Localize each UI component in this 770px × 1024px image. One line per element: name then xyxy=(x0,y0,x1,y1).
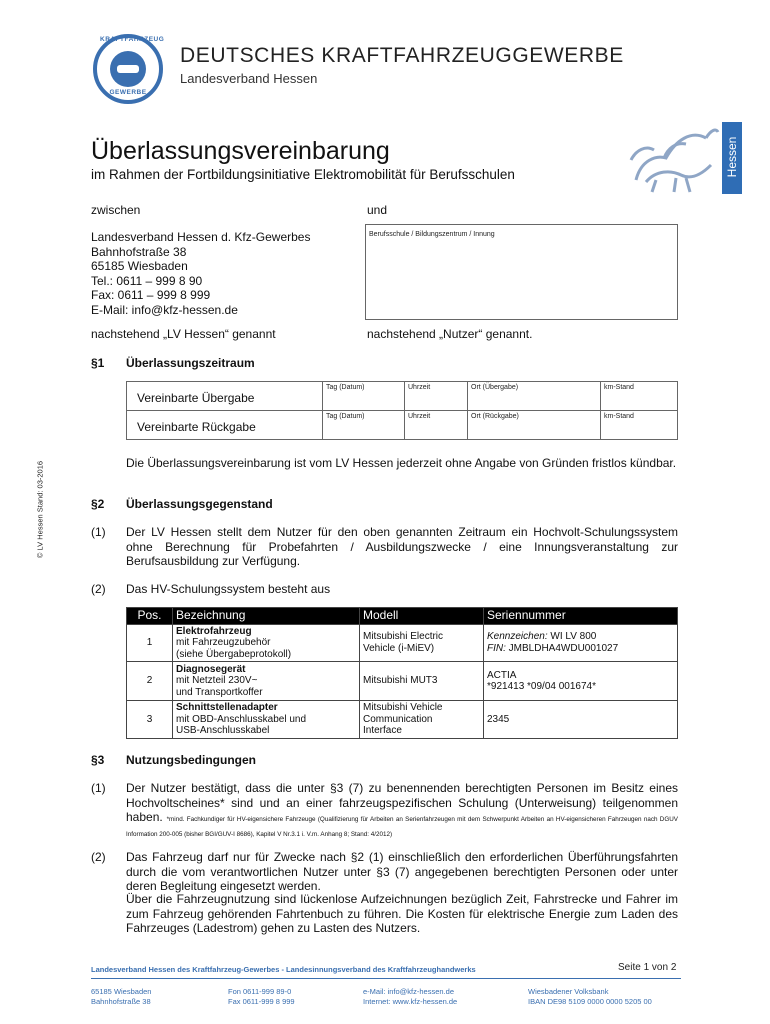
item-desc: mit Fahrzeugzubehör xyxy=(176,637,271,648)
section-2-title: Überlassungsgegenstand xyxy=(126,497,273,511)
footer-line: 65185 Wiesbaden xyxy=(91,987,152,996)
item-model-cell xyxy=(360,701,484,739)
hessen-lion-icon xyxy=(616,120,720,196)
return-place-field[interactable]: Ort (Rückgabe) xyxy=(468,411,601,440)
handover-time-field[interactable]: Uhrzeit xyxy=(405,382,468,411)
termination-note: Die Überlassungsvereinbarung ist vom LV Hessen jederzeit ohne Angabe von Gründen fristlos kündbar. xyxy=(126,456,677,470)
serial-value: JMBLDHA4WDU001027 xyxy=(505,642,619,654)
footer-col-bank xyxy=(528,987,652,1007)
address-line: Fax: 0611 – 999 8 999 xyxy=(91,288,211,302)
footer-org-line: Landesverband Hessen des Kraftfahrzeug-Gewerbes - Landesinnungsverband des Kraftfahrzeughandwerks xyxy=(91,965,476,974)
footer-line: e-Mail: info@kfz-hessen.de xyxy=(363,987,454,996)
item-name-cell xyxy=(173,662,360,701)
footer-line: Bahnhofstraße 38 xyxy=(91,997,151,1006)
item-serial-cell xyxy=(484,662,678,701)
serial-value: 2345 xyxy=(484,701,678,739)
section-3-number: §3 xyxy=(91,753,105,767)
col-serial: Seriennummer xyxy=(484,608,678,625)
address-line: E-Mail: info@kfz-hessen.de xyxy=(91,302,238,317)
address-line: Landesverband Hessen d. Kfz-Gewerbes xyxy=(91,230,311,244)
user-school-label: Berufsschule / Bildungszentrum / Innung xyxy=(369,231,495,238)
revision-stamp: © LV Hessen Stand: 03-2016 xyxy=(35,460,45,559)
paragraph-number: (2) xyxy=(91,850,106,864)
footer-line: Internet: www.kfz-hessen.de xyxy=(363,997,458,1006)
parties-left-heading: zwischen xyxy=(91,203,141,217)
document-title: Überlassungsvereinbarung xyxy=(91,137,390,165)
paragraph-number: (2) xyxy=(91,582,106,596)
user-school-field[interactable] xyxy=(365,224,678,320)
org-subname: Landesverband Hessen xyxy=(180,71,318,86)
paragraph-number: (1) xyxy=(91,781,106,795)
serial-value: WI LV 800 xyxy=(547,631,597,643)
lv-named-as: nachstehend „LV Hessen“ genannt xyxy=(91,327,276,341)
footer-line: Wiesbadener Volksbank xyxy=(528,987,609,996)
serial-value: ACTIA xyxy=(487,669,517,681)
user-named-as: nachstehend „Nutzer“ genannt. xyxy=(367,327,533,341)
section-1-number: §1 xyxy=(91,356,105,370)
logo-text-bottom: GEWERBE xyxy=(109,89,147,96)
item-model-cell xyxy=(360,624,484,662)
handover-label: Vereinbarte Übergabe xyxy=(127,382,323,411)
table-row xyxy=(127,662,678,701)
equipment-table xyxy=(126,607,678,739)
item-model: Communication xyxy=(363,713,433,725)
item-serial-cell xyxy=(484,624,678,662)
item-model: Mitsubishi Vehicle xyxy=(363,702,443,714)
org-name: DEUTSCHES KRAFTFAHRZEUGGEWERBE xyxy=(180,44,624,67)
hessen-label: Hessen xyxy=(725,136,739,178)
footer-line: Fax 0611-999 8 999 xyxy=(228,997,295,1006)
item-desc: mit Netzteil 230V~ xyxy=(176,675,258,687)
paragraph-text: Der Nutzer bestätigt, dass die unter §3 (7) zu benennenden berechtigten Personen im Besitz eines Hochvoltscheines* sind und an einer fahrzeugspezifischen Schulung (Unterweisung) teilgenommen haben. xyxy=(126,781,678,824)
item-name: Elektrofahrzeug xyxy=(176,625,252,637)
item-model: Mitsubishi MUT3 xyxy=(360,662,484,701)
item-name-cell xyxy=(173,701,360,739)
section-3-title: Nutzungsbedingungen xyxy=(126,753,256,767)
return-date-field[interactable]: Tag (Datum) xyxy=(323,411,405,440)
equipment-table-header xyxy=(127,608,678,625)
section-3-paragraph-1 xyxy=(126,781,678,839)
document-subtitle: im Rahmen der Fortbildungsinitiative Elektromobilität für Berufsschulen xyxy=(91,167,515,182)
footer-col-phone xyxy=(228,987,295,1007)
section-2-paragraph-2: Das HV-Schulungssystem besteht aus xyxy=(126,582,331,596)
item-desc: und Transportkoffer xyxy=(176,686,263,698)
return-row xyxy=(127,411,678,440)
footnote-text: *mind. Fachkundiger für HV-eigensichere Fahrzeuge (Qualifizierung für Arbeiten an Serienfahrzeugen mit dem Schwerpunkt Arbeiten an HV-eigensicheren Fahrzeugen nach DGUV Information 200-005 (bisher BGI/GUV-I 8686), Kapitel V Nr.3.1 i. V.m. Anhang 8; Stand: 4/2012) xyxy=(126,816,678,838)
return-label: Vereinbarte Rückgabe xyxy=(127,411,323,440)
item-model: Interface xyxy=(363,725,402,737)
col-name: Bezeichnung xyxy=(173,608,360,625)
handover-date-field[interactable]: Tag (Datum) xyxy=(323,382,405,411)
return-time-field[interactable]: Uhrzeit xyxy=(405,411,468,440)
section-2-number: §2 xyxy=(91,497,105,511)
item-pos: 3 xyxy=(127,701,173,739)
item-desc: (siehe Übergabeprotokoll) xyxy=(176,648,292,660)
item-model: Vehicle (i-MiEV) xyxy=(363,642,435,654)
item-name: Schnittstellenadapter xyxy=(176,702,278,714)
section-3-paragraph-2b: Über die Fahrzeugnutzung sind lückenlose Aufzeichnungen bezüglich Zeit, Fahrstrecke und Fahrer im zum Fahrzeug gehörenden Fahrtenbuch zu führen. Die Kosten für elektrische Energie zum Laden des Fahrzeuges (Ladestrom) gehen zu Lasten des Nutzers. xyxy=(126,892,678,935)
paragraph-number: (1) xyxy=(91,525,106,539)
footer-divider xyxy=(91,978,681,979)
col-model: Modell xyxy=(360,608,484,625)
section-2-paragraph-1: Der LV Hessen stellt dem Nutzer für den oben genannten Zeitraum ein Hochvolt-Schulungssystem ohne Berechnung für Probefahrten / Ausbildungszwecke / eine Innungsveranstaltung zur Berufsausbildung zur Verfügung. xyxy=(126,525,678,568)
car-icon xyxy=(117,65,139,73)
parties-right-heading: und xyxy=(367,203,388,217)
footer-line: IBAN DE98 5109 0000 0000 5205 00 xyxy=(528,997,652,1006)
item-pos: 1 xyxy=(127,624,173,662)
serial-value: *921413 *09/04 001674* xyxy=(487,681,596,692)
table-row xyxy=(127,701,678,739)
footer-col-web xyxy=(363,987,457,1007)
hessen-label-bar xyxy=(722,122,742,194)
footer-line: Fon 0611-999 89-0 xyxy=(228,987,292,996)
association-logo xyxy=(93,34,163,104)
handover-place-field[interactable]: Ort (Übergabe) xyxy=(468,382,601,411)
item-model: Mitsubishi Electric xyxy=(363,631,444,643)
item-desc: USB-Anschlusskabel xyxy=(176,725,270,737)
item-pos: 2 xyxy=(127,662,173,701)
page-number: Seite 1 von 2 xyxy=(618,962,677,973)
handover-km-field[interactable]: km-Stand xyxy=(601,382,678,411)
address-line: Tel.: 0611 – 999 8 90 xyxy=(91,273,203,288)
return-km-field[interactable]: km-Stand xyxy=(601,411,678,440)
handover-row xyxy=(127,382,678,411)
item-name-cell xyxy=(173,624,360,662)
lv-address xyxy=(91,230,310,317)
footer-col-address xyxy=(91,987,151,1007)
section-1-title: Überlassungszeitraum xyxy=(126,356,255,370)
handover-table xyxy=(126,381,678,440)
serial-label: Kennzeichen: xyxy=(487,631,548,643)
item-desc: mit OBD-Anschlusskabel und xyxy=(176,713,307,725)
address-line: 65185 Wiesbaden xyxy=(91,259,188,273)
serial-label: FIN: xyxy=(487,642,506,654)
address-line: Bahnhofstraße 38 xyxy=(91,244,187,259)
logo-text-top: KRAFTFAHRZEUG xyxy=(100,36,165,43)
section-3-paragraph-2a: Das Fahrzeug darf nur für Zwecke nach §2 (1) einschließlich den erforderlichen Überführungsfahrten durch die vom verantwortlichen Nutzer unter §3 (7) angegebenen berechtigten Personen oder unter deren Begleitung eingesetzt werden. xyxy=(126,850,678,893)
col-pos: Pos. xyxy=(127,608,173,625)
table-row xyxy=(127,624,678,662)
item-name: Diagnosegerät xyxy=(176,663,246,675)
